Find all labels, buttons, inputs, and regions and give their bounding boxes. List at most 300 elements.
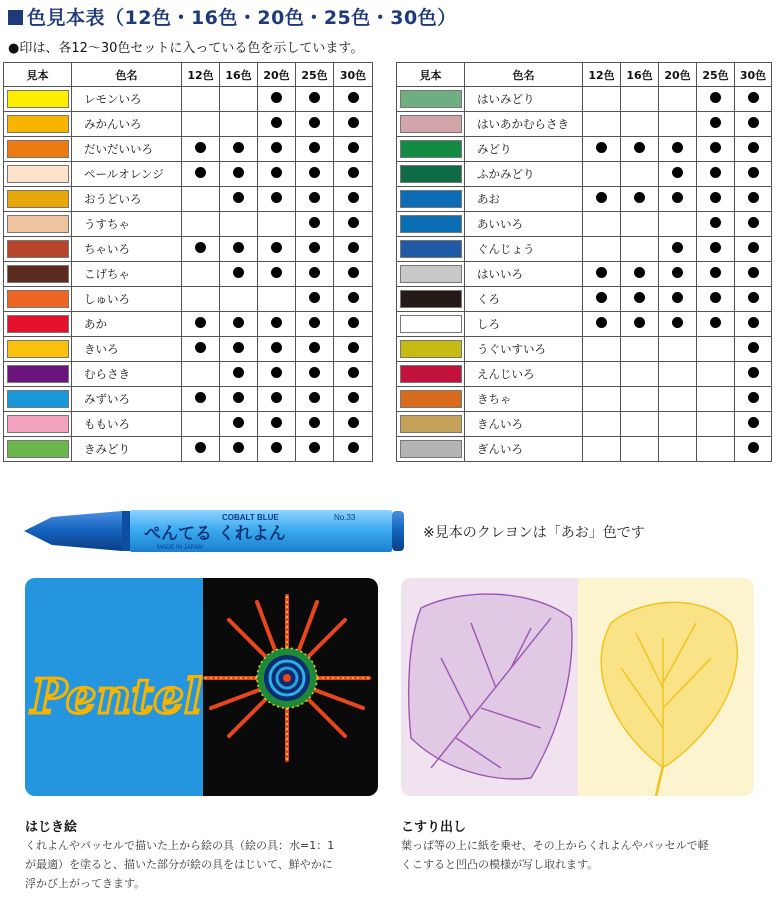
included-dot-icon — [748, 392, 759, 403]
set-cell — [182, 437, 220, 462]
included-dot-icon — [271, 267, 282, 278]
included-dot-icon — [710, 217, 721, 228]
swatch-cell — [4, 362, 72, 387]
set-cell — [296, 387, 334, 412]
color-swatch — [7, 365, 69, 383]
color-row — [397, 262, 772, 287]
color-table-right — [396, 62, 772, 462]
color-row — [397, 187, 772, 212]
color-swatch — [400, 190, 462, 208]
included-dot-icon — [309, 167, 320, 178]
set-cell — [182, 337, 220, 362]
included-dot-icon — [348, 317, 359, 328]
included-dot-icon — [672, 142, 683, 153]
set-cell — [220, 212, 258, 237]
color-name: むらさき — [72, 362, 182, 387]
included-dot-icon — [271, 417, 282, 428]
set-cell — [296, 437, 334, 462]
set-cell — [583, 337, 621, 362]
set-cell — [258, 162, 296, 187]
color-swatch — [400, 440, 462, 458]
set-cell — [621, 162, 659, 187]
color-swatch — [7, 440, 69, 458]
included-dot-icon — [748, 117, 759, 128]
set-cell — [296, 362, 334, 387]
included-dot-icon — [271, 167, 282, 178]
included-dot-icon — [634, 267, 645, 278]
set-cell — [735, 87, 772, 112]
set-cell — [182, 112, 220, 137]
set-cell — [296, 262, 334, 287]
included-dot-icon — [710, 117, 721, 128]
included-dot-icon — [233, 367, 244, 378]
set-cell — [220, 162, 258, 187]
color-row — [4, 337, 373, 362]
color-row — [397, 237, 772, 262]
included-dot-icon — [748, 142, 759, 153]
set-cell — [334, 112, 373, 137]
included-dot-icon — [748, 217, 759, 228]
set-cell — [621, 212, 659, 237]
set-cell — [334, 137, 373, 162]
color-swatch — [7, 290, 69, 308]
included-dot-icon — [634, 317, 645, 328]
included-dot-icon — [348, 442, 359, 453]
set-cell — [659, 387, 697, 412]
included-dot-icon — [672, 242, 683, 253]
swatch-cell — [397, 437, 465, 462]
swatch-cell — [4, 412, 72, 437]
color-name: ペールオレンジ — [72, 162, 182, 187]
included-dot-icon — [195, 242, 206, 253]
rubbing-title: こすり出し — [401, 820, 467, 835]
set-cell — [220, 87, 258, 112]
swatch-cell — [4, 162, 72, 187]
included-dot-icon — [710, 192, 721, 203]
set-cell — [258, 437, 296, 462]
set-cell — [659, 437, 697, 462]
set-cell — [296, 312, 334, 337]
set-cell — [735, 287, 772, 312]
color-row — [397, 287, 772, 312]
color-name: こげちゃ — [72, 262, 182, 287]
color-name: だいだいいろ — [72, 137, 182, 162]
color-swatch — [7, 415, 69, 433]
included-dot-icon — [233, 267, 244, 278]
color-swatch — [7, 165, 69, 183]
set-cell — [659, 312, 697, 337]
set-cell — [334, 337, 373, 362]
color-swatch — [7, 90, 69, 108]
set-cell — [220, 287, 258, 312]
included-dot-icon — [309, 217, 320, 228]
color-row — [4, 437, 373, 462]
included-dot-icon — [195, 317, 206, 328]
color-name: うぐいすいろ — [465, 337, 583, 362]
resist-art-text: Pentel — [31, 669, 203, 725]
color-swatch — [400, 90, 462, 108]
column-header: 12色 — [583, 63, 621, 87]
set-cell — [659, 262, 697, 287]
set-cell — [258, 412, 296, 437]
set-cell — [258, 187, 296, 212]
included-dot-icon — [710, 267, 721, 278]
color-name: ももいろ — [72, 412, 182, 437]
swatch-cell — [4, 287, 72, 312]
included-dot-icon — [309, 417, 320, 428]
set-cell — [697, 362, 735, 387]
color-row — [4, 112, 373, 137]
set-cell — [220, 412, 258, 437]
set-cell — [697, 287, 735, 312]
color-name: しろ — [465, 312, 583, 337]
set-cell — [735, 162, 772, 187]
included-dot-icon — [596, 192, 607, 203]
color-swatch — [7, 315, 69, 333]
color-name: はいみどり — [465, 87, 583, 112]
included-dot-icon — [596, 292, 607, 303]
color-name: しゅいろ — [72, 287, 182, 312]
swatch-cell — [397, 237, 465, 262]
set-cell — [182, 412, 220, 437]
included-dot-icon — [233, 192, 244, 203]
included-dot-icon — [710, 292, 721, 303]
color-swatch — [7, 190, 69, 208]
set-cell — [659, 212, 697, 237]
swatch-cell — [397, 162, 465, 187]
set-cell — [659, 162, 697, 187]
color-name: あか — [72, 312, 182, 337]
set-cell — [334, 437, 373, 462]
included-dot-icon — [309, 267, 320, 278]
color-name: みかんいろ — [72, 112, 182, 137]
color-row — [397, 312, 772, 337]
included-dot-icon — [271, 92, 282, 103]
rubbing-description — [401, 836, 751, 874]
rubbing-line: くこすると凹凸の模様が写し取れます。 — [401, 858, 599, 871]
set-cell — [659, 112, 697, 137]
color-name: うすちゃ — [72, 212, 182, 237]
set-cell — [334, 262, 373, 287]
set-cell — [583, 162, 621, 187]
included-dot-icon — [634, 142, 645, 153]
included-dot-icon — [748, 342, 759, 353]
included-dot-icon — [710, 142, 721, 153]
set-cell — [583, 437, 621, 462]
swatch-cell — [397, 412, 465, 437]
set-cell — [258, 362, 296, 387]
set-cell — [258, 212, 296, 237]
color-name: レモンいろ — [72, 87, 182, 112]
set-cell — [258, 262, 296, 287]
included-dot-icon — [271, 367, 282, 378]
color-swatch — [400, 340, 462, 358]
included-dot-icon — [348, 192, 359, 203]
set-cell — [659, 237, 697, 262]
color-row — [4, 87, 373, 112]
color-name: きいろ — [72, 337, 182, 362]
set-cell — [334, 362, 373, 387]
included-dot-icon — [634, 292, 645, 303]
set-cell — [334, 212, 373, 237]
color-row — [4, 362, 373, 387]
set-cell — [296, 187, 334, 212]
swatch-cell — [397, 87, 465, 112]
included-dot-icon — [309, 392, 320, 403]
column-header: 20色 — [659, 63, 697, 87]
swatch-cell — [397, 187, 465, 212]
color-swatch — [400, 115, 462, 133]
included-dot-icon — [672, 192, 683, 203]
set-cell — [659, 87, 697, 112]
color-swatch — [7, 140, 69, 158]
included-dot-icon — [309, 142, 320, 153]
set-cell — [697, 412, 735, 437]
set-cell — [621, 287, 659, 312]
color-row — [4, 162, 373, 187]
column-header: 見本 — [397, 63, 465, 87]
included-dot-icon — [348, 167, 359, 178]
color-row — [397, 337, 772, 362]
set-cell — [220, 262, 258, 287]
swatch-cell — [4, 312, 72, 337]
color-name: あいいろ — [465, 212, 583, 237]
color-row — [4, 312, 373, 337]
set-cell — [621, 262, 659, 287]
color-row — [397, 212, 772, 237]
color-row — [4, 137, 373, 162]
set-cell — [583, 112, 621, 137]
crayon-illustration — [22, 505, 407, 557]
set-cell — [182, 212, 220, 237]
included-dot-icon — [748, 367, 759, 378]
included-dot-icon — [233, 142, 244, 153]
resist-art-title: はじき絵 — [25, 820, 78, 835]
included-dot-icon — [672, 267, 683, 278]
set-cell — [334, 387, 373, 412]
set-cell — [296, 212, 334, 237]
included-dot-icon — [596, 317, 607, 328]
included-dot-icon — [195, 142, 206, 153]
included-dot-icon — [309, 92, 320, 103]
color-table-left — [3, 62, 373, 462]
included-dot-icon — [309, 242, 320, 253]
set-cell — [220, 137, 258, 162]
set-cell — [583, 237, 621, 262]
set-cell — [583, 412, 621, 437]
color-row — [397, 87, 772, 112]
set-cell — [697, 112, 735, 137]
set-cell — [182, 187, 220, 212]
set-cell — [296, 287, 334, 312]
included-dot-icon — [271, 192, 282, 203]
column-header: 30色 — [334, 63, 373, 87]
column-header: 25色 — [296, 63, 334, 87]
color-swatch — [400, 365, 462, 383]
set-cell — [735, 187, 772, 212]
swatch-cell — [4, 212, 72, 237]
page-title — [8, 3, 457, 30]
included-dot-icon — [596, 142, 607, 153]
set-cell — [258, 387, 296, 412]
set-cell — [220, 387, 258, 412]
included-dot-icon — [348, 367, 359, 378]
color-swatch — [7, 115, 69, 133]
included-dot-icon — [309, 292, 320, 303]
swatch-cell — [4, 387, 72, 412]
included-dot-icon — [233, 442, 244, 453]
color-name: きんいろ — [465, 412, 583, 437]
set-cell — [697, 312, 735, 337]
set-cell — [182, 137, 220, 162]
included-dot-icon — [271, 317, 282, 328]
color-swatch — [400, 215, 462, 233]
set-cell — [258, 337, 296, 362]
set-cell — [583, 87, 621, 112]
column-header: 30色 — [735, 63, 772, 87]
included-dot-icon — [634, 192, 645, 203]
included-dot-icon — [748, 167, 759, 178]
set-cell — [296, 412, 334, 437]
set-cell — [182, 262, 220, 287]
included-dot-icon — [309, 317, 320, 328]
color-swatch — [7, 390, 69, 408]
color-row — [397, 387, 772, 412]
leaf-rubbing-photo — [401, 578, 754, 796]
set-cell — [583, 387, 621, 412]
included-dot-icon — [233, 317, 244, 328]
color-row — [4, 212, 373, 237]
column-header: 色名 — [72, 63, 182, 87]
set-cell — [583, 312, 621, 337]
color-name: ぐんじょう — [465, 237, 583, 262]
color-swatch — [7, 215, 69, 233]
set-cell — [697, 187, 735, 212]
color-row — [397, 412, 772, 437]
included-dot-icon — [195, 442, 206, 453]
color-row — [4, 287, 373, 312]
included-dot-icon — [233, 242, 244, 253]
set-cell — [296, 112, 334, 137]
set-cell — [220, 337, 258, 362]
set-cell — [621, 187, 659, 212]
set-cell — [182, 287, 220, 312]
set-cell — [735, 262, 772, 287]
color-row — [4, 237, 373, 262]
color-swatch — [400, 390, 462, 408]
set-cell — [621, 112, 659, 137]
included-dot-icon — [271, 442, 282, 453]
set-cell — [621, 237, 659, 262]
color-row — [397, 112, 772, 137]
included-dot-icon — [710, 167, 721, 178]
color-name: くろ — [465, 287, 583, 312]
set-cell — [258, 237, 296, 262]
included-dot-icon — [309, 442, 320, 453]
set-cell — [659, 287, 697, 312]
swatch-cell — [397, 362, 465, 387]
set-cell — [697, 262, 735, 287]
crayon-note: ※見本のクレヨンは「あお」色です — [423, 525, 645, 541]
color-row — [397, 437, 772, 462]
column-header: 見本 — [4, 63, 72, 87]
included-dot-icon — [348, 342, 359, 353]
set-cell — [735, 437, 772, 462]
color-row — [397, 362, 772, 387]
set-cell — [182, 387, 220, 412]
included-dot-icon — [748, 192, 759, 203]
color-name: みずいろ — [72, 387, 182, 412]
included-dot-icon — [348, 92, 359, 103]
included-dot-icon — [271, 117, 282, 128]
firework-drawing — [205, 596, 369, 760]
swatch-cell — [4, 87, 72, 112]
swatch-cell — [4, 262, 72, 287]
included-dot-icon — [672, 167, 683, 178]
set-cell — [697, 212, 735, 237]
set-cell — [621, 412, 659, 437]
color-swatch — [7, 265, 69, 283]
included-dot-icon — [195, 392, 206, 403]
set-cell — [220, 437, 258, 462]
color-swatch — [400, 140, 462, 158]
resist-art-description — [25, 836, 375, 893]
set-cell — [296, 237, 334, 262]
color-swatch — [400, 315, 462, 333]
set-cell — [735, 112, 772, 137]
included-dot-icon — [672, 317, 683, 328]
color-swatch — [400, 290, 462, 308]
swatch-cell — [397, 287, 465, 312]
color-name: はいいろ — [465, 262, 583, 287]
included-dot-icon — [748, 292, 759, 303]
included-dot-icon — [348, 267, 359, 278]
swatch-cell — [397, 112, 465, 137]
set-cell — [735, 362, 772, 387]
swatch-cell — [397, 312, 465, 337]
column-header: 16色 — [220, 63, 258, 87]
included-dot-icon — [710, 92, 721, 103]
set-cell — [735, 237, 772, 262]
column-header: 12色 — [182, 63, 220, 87]
set-cell — [697, 237, 735, 262]
included-dot-icon — [348, 242, 359, 253]
set-cell — [334, 87, 373, 112]
set-cell — [621, 87, 659, 112]
color-row — [4, 412, 373, 437]
set-cell — [583, 362, 621, 387]
swatch-cell — [4, 337, 72, 362]
set-cell — [621, 362, 659, 387]
swatch-cell — [4, 437, 72, 462]
included-dot-icon — [348, 417, 359, 428]
set-cell — [220, 112, 258, 137]
set-cell — [182, 312, 220, 337]
resist-art-line: くれよんやパッセルで描いた上から絵の具（絵の具：水=1：1 — [25, 839, 335, 852]
set-cell — [583, 262, 621, 287]
set-cell — [258, 87, 296, 112]
included-dot-icon — [309, 192, 320, 203]
set-cell — [220, 187, 258, 212]
color-name: きみどり — [72, 437, 182, 462]
resist-art-line: 浮かび上がってきます。 — [25, 877, 146, 890]
set-cell — [296, 87, 334, 112]
included-dot-icon — [348, 392, 359, 403]
set-cell — [182, 237, 220, 262]
included-dot-icon — [233, 417, 244, 428]
set-cell — [220, 362, 258, 387]
set-cell — [296, 337, 334, 362]
